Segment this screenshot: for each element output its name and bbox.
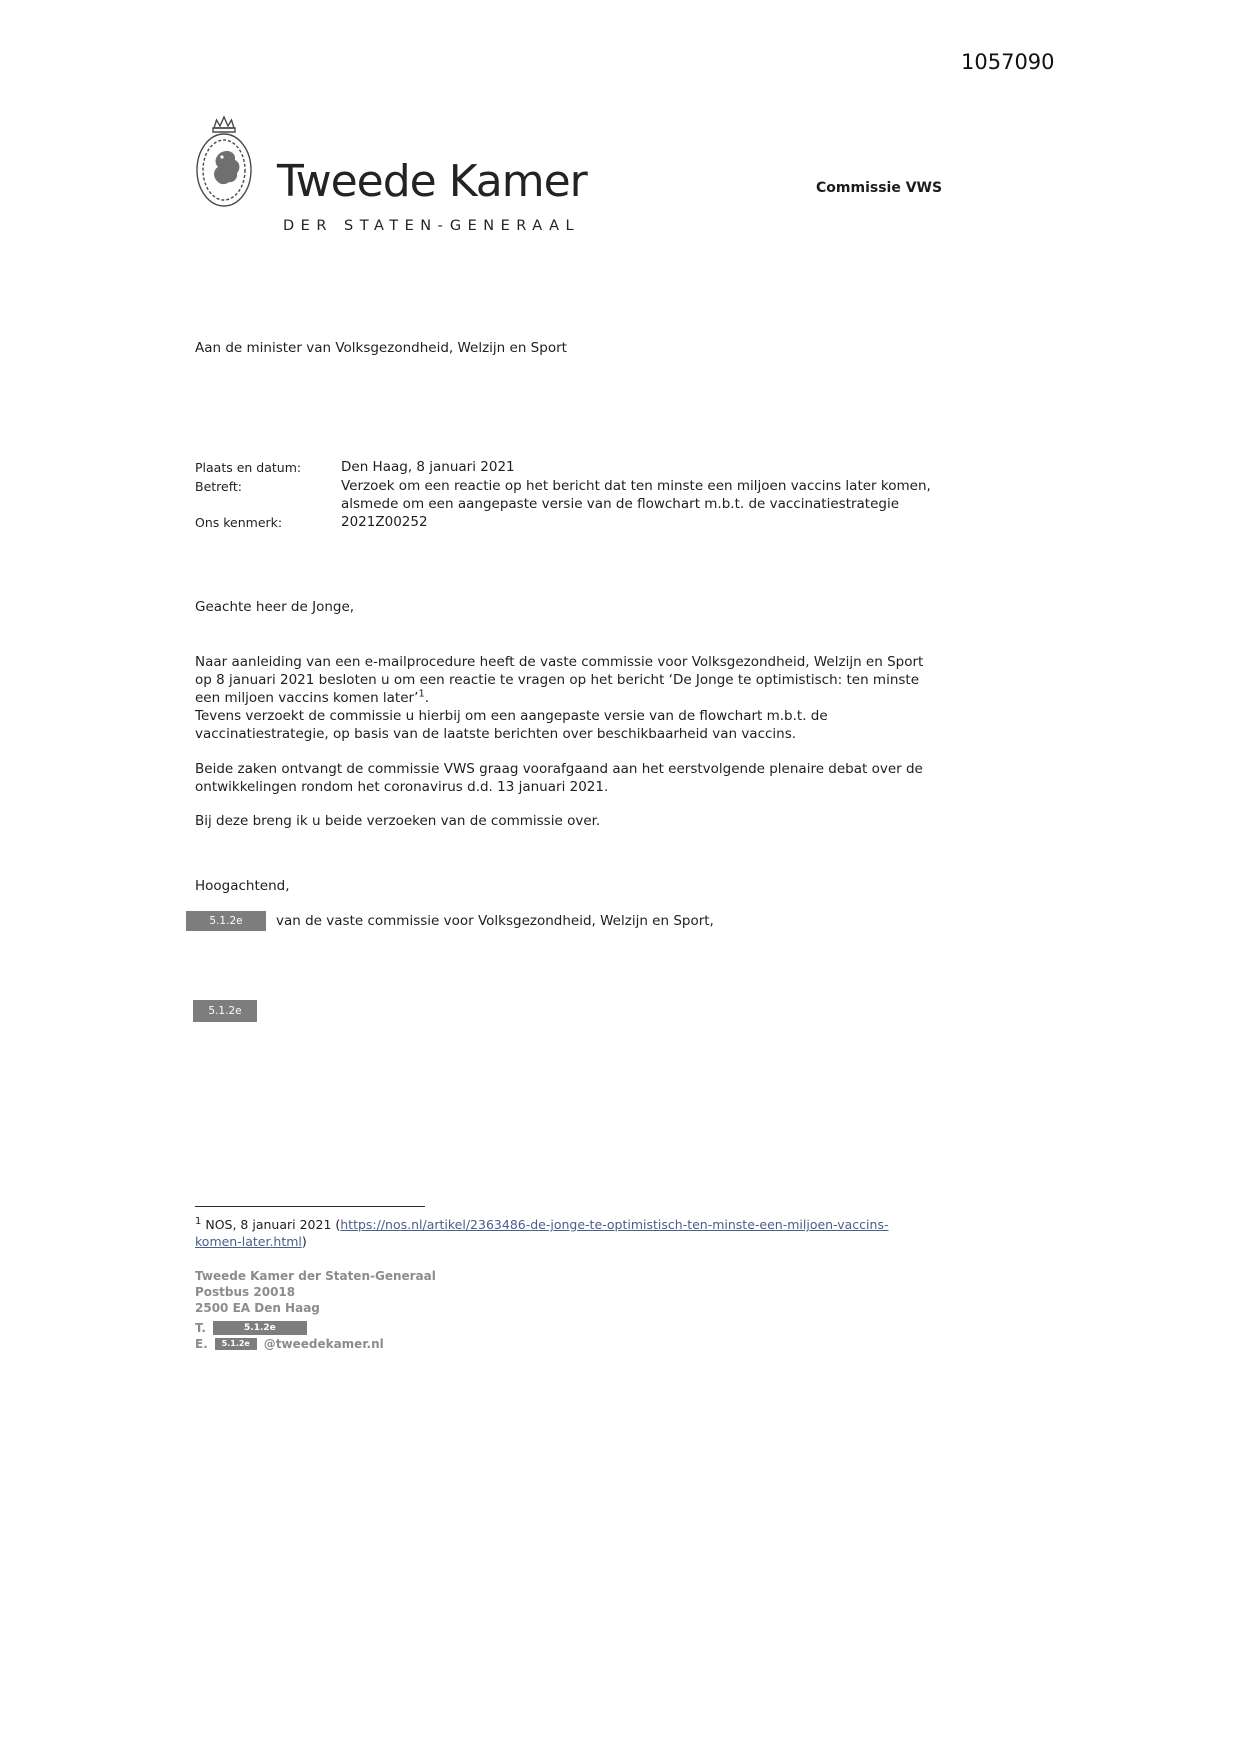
footer-city: 2500 EA Den Haag <box>195 1301 320 1315</box>
salutation: Geachte heer de Jonge, <box>195 599 355 615</box>
footnote-suffix: ) <box>301 1234 307 1249</box>
footer-postbus: Postbus 20018 <box>195 1285 296 1299</box>
footnote-marker: 1 <box>195 1215 202 1227</box>
footer-contact <box>195 1320 384 1352</box>
email-label: E. <box>195 1337 208 1351</box>
paragraph-2: Beide zaken ontvangt de commissie VWS graag voorafgaand aan het eerstvolgende plenaire debat over de ontwikkelingen rondom het coronavirus d.d. 13 januari 2021. <box>195 761 923 795</box>
paragraph-1-period: . <box>424 690 430 706</box>
email-domain: @tweedekamer.nl <box>263 1337 384 1351</box>
phone-label: T. <box>195 1321 206 1335</box>
meta-block <box>195 458 941 532</box>
footnote-prefix: NOS, 8 januari 2021 ( <box>205 1217 341 1232</box>
footer-address <box>195 1268 436 1316</box>
meta-label-ons-kenmerk: Ons kenmerk: <box>195 515 283 530</box>
footer-org: Tweede Kamer der Staten-Generaal <box>195 1269 436 1283</box>
document-number: 1057090 <box>961 50 1055 74</box>
redaction-box-signatory: 5.1.2e <box>186 911 266 931</box>
redaction-box-phone: 5.1.2e <box>213 1321 307 1335</box>
signature-line <box>186 911 714 931</box>
footnote-link[interactable]: https://nos.nl/artikel/2363486-de-jonge-te-optimistisch-ten-minste-een-miljoen-vaccins-komen-later.html <box>195 1217 889 1249</box>
phone-row <box>195 1320 384 1336</box>
meta-label-betreft: Betreft: <box>195 479 243 494</box>
logo-title: Tweede Kamer <box>277 156 587 207</box>
email-row <box>195 1336 384 1352</box>
closing-salutation: Hoogachtend, <box>195 878 290 894</box>
redaction-box-email: 5.1.2e <box>215 1338 257 1350</box>
footnote <box>195 1216 895 1250</box>
paragraph-1-sentence-1: Naar aanleiding van een e-mailprocedure heeft de vaste commissie voor Volksgezondheid, Welzijn en Sport op 8 januari 2021 besloten u om een reactie te vragen op het bericht ‘De Jonge te optimistisch: ten minste een miljoen vaccins komen later’ <box>195 654 924 706</box>
logo-subtitle: DER STATEN-GENERAAL <box>283 218 581 234</box>
meta-value-betreft: Verzoek om een reactie op het bericht dat ten minste een miljoen vaccins later komen, alsmede om een aangepaste versie van de flowchart m.b.t. de vaccinatiestrategie <box>341 478 931 512</box>
footnote-divider <box>195 1206 425 1207</box>
paragraph-1 <box>195 653 943 743</box>
commission-label: Commissie VWS <box>816 180 943 196</box>
meta-value-ons-kenmerk: 2021Z00252 <box>341 514 428 530</box>
meta-value-plaats-en-datum: Den Haag, 8 januari 2021 <box>341 459 515 475</box>
footnote-reference: 1 <box>418 688 425 700</box>
redaction-box-signature: 5.1.2e <box>193 1000 257 1022</box>
paragraph-3: Bij deze breng ik u beide verzoeken van de commissie over. <box>195 813 601 829</box>
meta-label-plaats-en-datum: Plaats en datum: <box>195 460 302 475</box>
recipient-line: Aan de minister van Volksgezondheid, Welzijn en Sport <box>195 340 567 356</box>
signature-role-text: van de vaste commissie voor Volksgezondheid, Welzijn en Sport, <box>276 913 714 929</box>
coat-of-arms-icon <box>192 112 256 210</box>
paragraph-1-sentence-2: Tevens verzoekt de commissie u hierbij om een aangepaste versie van de flowchart m.b.t. de vaccinatiestrategie, op basis van de laatste berichten over beschikbaarheid van vaccins. <box>195 708 828 742</box>
